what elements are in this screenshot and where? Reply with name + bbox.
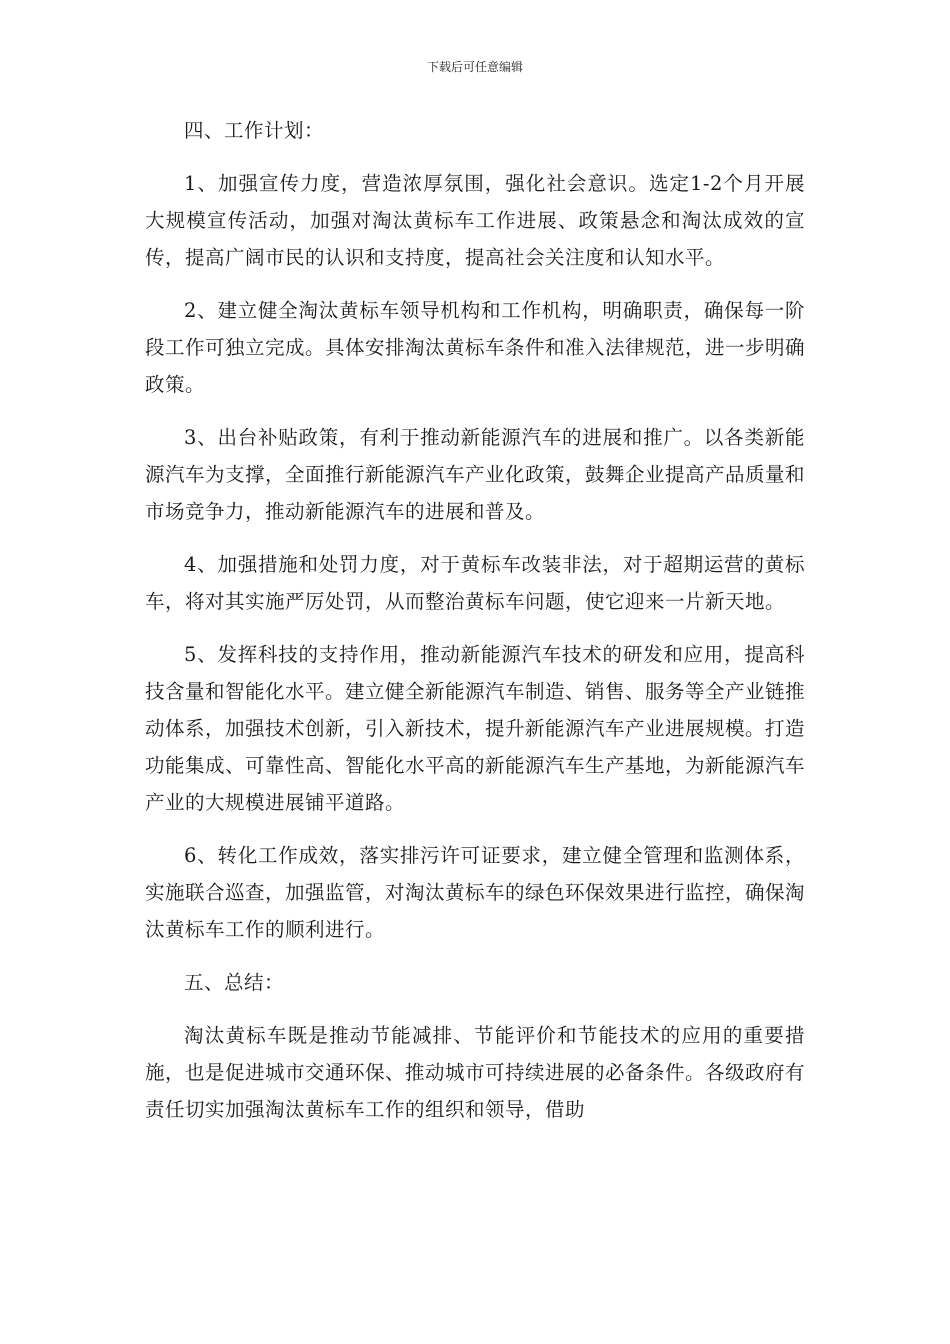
- paragraph-item-4: 4、加强措施和处罚力度，对于黄标车改装非法，对于超期运营的黄标车，将对其实施严厉处罚，从而整治黄标车问题，使它迎来一片新天地。: [145, 553, 805, 613]
- paragraph-item-6: 6、转化工作成效，落实排污许可证要求，建立健全管理和监测体系，实施联合巡查，加强监管，对淘汰黄标车的绿色环保效果进行监控，确保淘汰黄标车工作的顺利进行。: [145, 844, 806, 941]
- paragraph-item-1: 1、加强宣传力度，营造浓厚氛围，强化社会意识。选定1-2个月开展大规模宣传活动，加强对淘汰黄标车工作进展、政策悬念和淘汰成效的宣传，提高广阔市民的认识和支持度，提高社会关注度和认知水平。: [145, 172, 805, 269]
- section-heading-work-plan: 四、工作计划：: [184, 119, 325, 142]
- section-heading-summary: 五、总结：: [184, 971, 285, 994]
- paragraph-item-5: 5、发挥科技的支持作用，推动新能源汽车技术的研发和应用，提高科技含量和智能化水平。建立健全新能源汽车制造、销售、服务等全产业链推动体系，加强技术创新，引入新技术，提升新能源汽车产业进展规模。打造功能集成、可靠性高、智能化水平高的新能源汽车生产基地，为新能源汽车产业的大规模进展铺平道路。: [145, 643, 806, 814]
- header-note: 下载后可任意编辑: [426, 60, 523, 74]
- paragraph-item-2: 2、建立健全淘汰黄标车领导机构和工作机构，明确职责，确保每一阶段工作可独立完成。具体安排淘汰黄标车条件和准入法律规范，进一步明确政策。: [145, 299, 806, 396]
- paragraph-item-3: 3、出台补贴政策，有利于推动新能源汽车的进展和推广。以各类新能源汽车为支撑，全面推行新能源汽车产业化政策，鼓舞企业提高产品质量和市场竞争力，推动新能源汽车的进展和普及。: [145, 426, 806, 523]
- paragraph-summary: 淘汰黄标车既是推动节能减排、节能评价和节能技术的应用的重要措施，也是促进城市交通环保、推动城市可持续进展的必备条件。各级政府有责任切实加强淘汰黄标车工作的组织和领导，借助: [145, 1024, 806, 1121]
- document-body: [145, 112, 805, 1144]
